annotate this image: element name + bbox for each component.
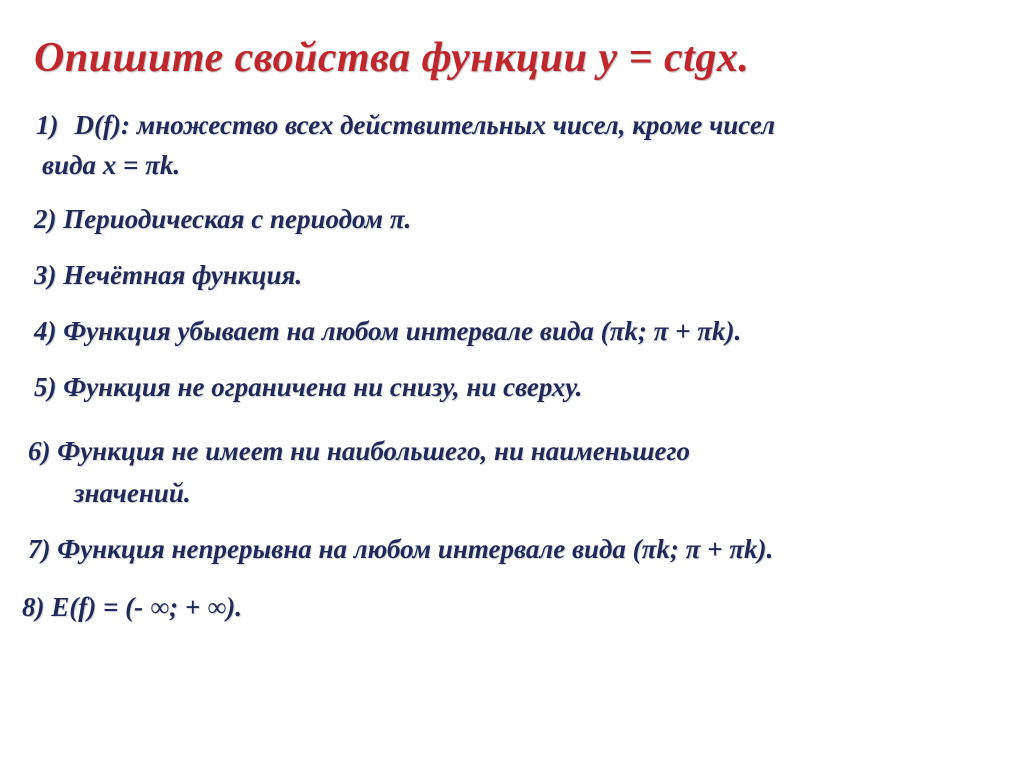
property-7-number: 7) bbox=[28, 534, 51, 564]
property-2-number: 2) bbox=[34, 204, 57, 234]
property-8-text: E(f) = (- ∞; + ∞). bbox=[51, 592, 242, 622]
property-2 bbox=[34, 204, 411, 235]
property-8 bbox=[22, 592, 242, 623]
property-2-text: Периодическая с периодом π. bbox=[63, 204, 412, 234]
property-4 bbox=[34, 316, 741, 347]
property-6-number: 6) bbox=[28, 436, 51, 466]
property-1 bbox=[36, 110, 775, 141]
property-4-text: Функция убывает на любом интервале вида (πk; π + πk). bbox=[63, 316, 742, 346]
property-6-continuation: значений. bbox=[74, 478, 191, 508]
slide-title: Опишите свойства функции y = ctgx. bbox=[34, 35, 750, 81]
property-5-number: 5) bbox=[34, 372, 57, 402]
property-7 bbox=[28, 534, 773, 565]
property-7-text: Функция непрерывна на любом интервале вида (πk; π + πk). bbox=[57, 534, 774, 564]
property-8-number: 8) bbox=[22, 592, 45, 622]
property-3-number: 3) bbox=[34, 260, 57, 290]
property-3 bbox=[34, 260, 302, 291]
property-6 bbox=[28, 436, 690, 467]
property-1-number: 1) bbox=[36, 110, 59, 140]
property-1-continuation: вида x = πk. bbox=[42, 150, 181, 180]
property-5 bbox=[34, 372, 582, 403]
property-5-text: Функция не ограничена ни снизу, ни сверху. bbox=[63, 372, 583, 402]
property-3-text: Нечётная функция. bbox=[63, 260, 303, 290]
property-4-number: 4) bbox=[34, 316, 57, 346]
property-1-text: D(f): множество всех действительных чисел, кроме чисел bbox=[74, 110, 776, 140]
property-6-text: Функция не имеет ни наибольшего, ни наименьшего bbox=[57, 436, 691, 466]
